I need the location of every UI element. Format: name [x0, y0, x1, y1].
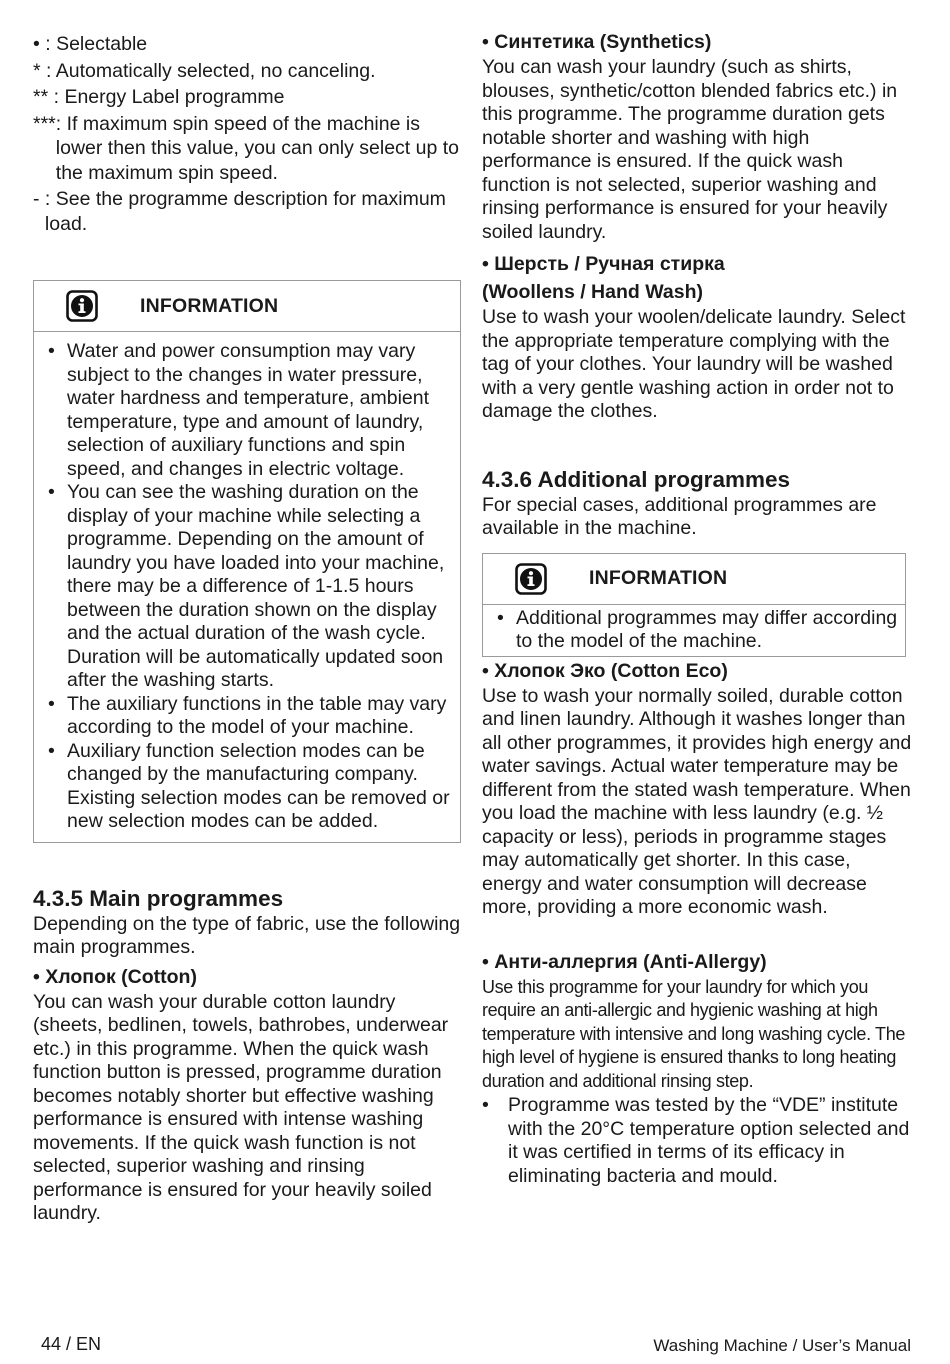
information-box [33, 280, 461, 843]
information-list [483, 605, 905, 656]
information-list [34, 332, 460, 842]
information-item: • Auxiliary function selection modes can be changed by the manufacturing company. Existing selection modes can be removed or new selection modes can be added. [48, 740, 454, 834]
programme-title-woollens: • Шерсть / Ручная стирка [482, 253, 725, 275]
programme-text-anti-allergy: Use this programme for your laundry for which you require an anti-allergic and hygienic washing at high temperature with intensive and long washing cycle. The high level of hygiene is ensured thanks to long heating duration and additional rinsing step. [482, 976, 906, 1091]
information-item: • You can see the washing duration on the display of your machine while selecting a programme. Depending on the amount of laundry you have loaded into your machine, there may be a difference of 1-1.5 hours between the duration shown on the display and the actual duration of the wash cycle. Duration will be automatically updated soon after the washing starts. [48, 481, 454, 693]
main-programmes-section [33, 885, 461, 1226]
legend-text: : See the programme description for maximum load. [44, 188, 446, 235]
section-intro: For special cases, additional programmes are available in the machine. [482, 493, 877, 539]
legend-row [33, 112, 461, 186]
information-item: • Additional programmes may differ according to the model of the machine. [497, 607, 899, 654]
page-number: 44 / EN [41, 1334, 102, 1354]
programme-title-cotton: • Хлопок (Cotton) [33, 965, 197, 988]
programme-title-synthetics: • Синтетика (Synthetics) [482, 31, 712, 53]
legend-row [33, 187, 461, 236]
legend-text: : Energy Label programme [53, 86, 285, 108]
legend-symbol: • [33, 33, 46, 55]
programme-title-cotton-eco: • Хлопок Эко (Cotton Eco) [482, 659, 728, 682]
legend-row [33, 59, 461, 84]
section-intro: Depending on the type of fabric, use the following main programmes. [33, 912, 461, 958]
legend-symbol: * [33, 59, 47, 82]
programme-text-synthetics: You can wash your laundry (such as shirts, blouses, synthetic/cotton blended fabrics etc.) in this programme. The programme duration gets notable shorter and washing with high performance is ensured. If the quick wash function is not selected, superior washing and rinsing performance is ensured for your heavily soiled laundry. [482, 56, 898, 243]
anti-allergy-note [482, 1094, 912, 1188]
symbol-legend [33, 32, 461, 236]
info-icon [515, 563, 547, 595]
programme-text-cotton: You can wash your durable cotton laundry (sheets, bedlinen, towels, bathrobes, underwear etc.) in this programme. When the quick wash function button is pressed, programme duration becomes notably shorter but effective washing performance is ensured with intense washing movements. If the quick wash function is not selected, superior washing and rinsing performance is ensured for your heavily soiled laundry. [33, 990, 449, 1224]
legend-text: : If maximum spin speed of the machine is lower then this value, you can only select up to the maximum spin speed. [55, 112, 460, 184]
information-item: • The auxiliary functions in the table may vary according to the model of your machine. [48, 693, 454, 740]
anti-allergy-note-text: Programme was tested by the “VDE” institute with the 20°C temperature option selected and it was certified in terms of its efficacy in eliminating bacteria and mould. [508, 1094, 910, 1187]
information-title: INFORMATION [140, 294, 279, 317]
right-column [482, 32, 912, 1188]
legend-text: : Selectable [45, 33, 148, 55]
section-heading: 4.3.5 Main programmes [33, 885, 284, 911]
information-title: INFORMATION [589, 567, 728, 589]
information-header [483, 554, 905, 605]
legend-symbol: ** [33, 86, 54, 108]
programme-title-anti-allergy: • Анти-аллергия (Anti-Allergy) [482, 950, 767, 973]
information-header [34, 281, 460, 332]
legend-row [33, 32, 461, 57]
programme-text-woollens: Use to wash your woolen/delicate laundry. Select the appropriate temperature complying with the tag of your clothes. Your laundry will be washed with a very gentle washing action in order not to damage the clothes. [482, 306, 906, 422]
programme-text-cotton-eco: Use to wash your normally soiled, durable cotton and linen laundry. Although it washes longer than all other programmes, it provides high energy and water savings. Actual water temperature may be different from the stated wash temperature. When you load the machine with less laundry (e.g. ½ capacity or less), periods in programme stages may automatically get shorter. In this case, energy and water consumption will decrease more, providing a more economic wash. [482, 684, 912, 918]
programme-subtitle-woollens: (Woollens / Hand Wash) [482, 281, 704, 303]
information-box [482, 553, 906, 657]
legend-symbol: - [33, 188, 45, 210]
info-icon [66, 290, 98, 322]
legend-symbol: *** [33, 112, 56, 135]
section-heading: 4.3.6 Additional programmes [482, 466, 790, 492]
legend-text: : Automatically selected, no canceling. [46, 59, 376, 82]
footer-manual-title: Washing Machine / User’s Manual [653, 1336, 911, 1355]
legend-row [33, 85, 461, 110]
information-item: • Water and power consumption may vary subject to the changes in water pressure, water hardness and temperature, ambient temperature, type and amount of laundry, selection of auxiliary functions and spin speed, and changes in electric voltage. [48, 340, 454, 481]
left-column [33, 32, 461, 1226]
